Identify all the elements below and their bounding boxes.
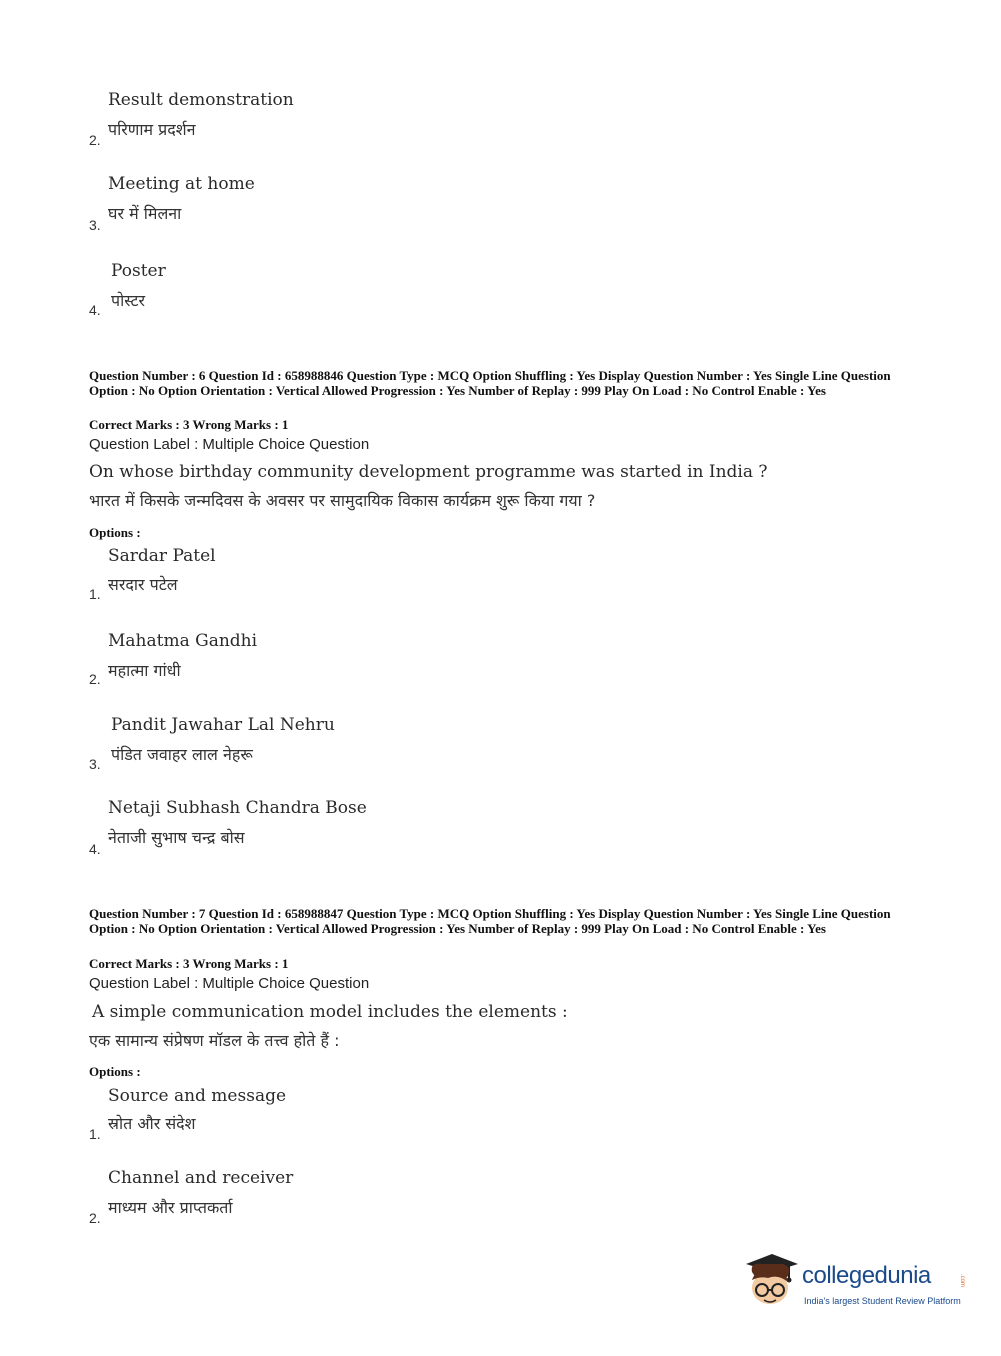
option-text-hi: सरदार पटेल — [108, 575, 178, 594]
option-text-hi: माध्यम और प्राप्तकर्ता — [108, 1198, 233, 1217]
option-text-hi: स्रोत और संदेश — [108, 1114, 196, 1133]
option-text-en: Sardar Patel — [108, 546, 216, 566]
question-marks: Correct Marks : 3 Wrong Marks : 1 — [89, 417, 289, 432]
collegedunia-logo[interactable] — [742, 1250, 972, 1310]
option-text-en: Pandit Jawahar Lal Nehru — [111, 715, 335, 735]
question-text-en: A simple communication model includes the elements : — [92, 1002, 568, 1022]
logo-wordmark: collegedunia — [802, 1262, 931, 1289]
option-text-hi: नेताजी सुभाष चन्द्र बोस — [108, 828, 245, 847]
options-label: Options : — [89, 1064, 141, 1079]
logo-suffix: .com — [959, 1274, 965, 1288]
question-meta: Question Number : 7 Question Id : 658988847 Question Type : MCQ Option Shuffling : Yes Display Question Number : Yes Single Line Question Option : No Option Orientation : Vertical Allowed Progression : Yes Number of Replay : 999 Play On Load : No Control Enable : Yes — [89, 906, 891, 936]
option-number: 3. — [89, 217, 101, 233]
question-text-en: On whose birthday community development programme was started in India ? — [89, 462, 768, 482]
option-number: 2. — [89, 671, 101, 687]
option-text-en: Netaji Subhash Chandra Bose — [108, 798, 367, 818]
option-text-en: Meeting at home — [108, 174, 255, 194]
option-number: 1. — [89, 586, 101, 602]
option-number: 2. — [89, 1210, 101, 1226]
question-label: Question Label : Multiple Choice Question — [89, 975, 370, 992]
option-number: 3. — [89, 756, 101, 772]
option-number: 4. — [89, 841, 101, 857]
option-text-hi: महात्मा गांधी — [108, 661, 181, 680]
option-text-en: Result demonstration — [108, 90, 294, 110]
student-mascot-icon — [742, 1250, 802, 1310]
options-label: Options : — [89, 525, 141, 540]
option-text-hi: घर में मिलना — [108, 204, 182, 223]
question-text-hi: भारत में किसके जन्मदिवस के अवसर पर सामुदायिक विकास कार्यक्रम शुरू किया गया ? — [89, 491, 596, 510]
question-marks: Correct Marks : 3 Wrong Marks : 1 — [89, 956, 289, 971]
option-text-hi: पोस्टर — [111, 291, 146, 310]
option-text-en: Source and message — [108, 1086, 287, 1106]
option-number: 4. — [89, 302, 101, 318]
option-text-en: Poster — [111, 261, 166, 281]
question-meta: Question Number : 6 Question Id : 658988846 Question Type : MCQ Option Shuffling : Yes Display Question Number : Yes Single Line Question Option : No Option Orientation : Vertical Allowed Progression : Yes Number of Replay : 999 Play On Load : No Control Enable : Yes — [89, 368, 891, 398]
option-text-en: Mahatma Gandhi — [108, 631, 258, 651]
option-text-hi: पंडित जवाहर लाल नेहरू — [111, 745, 253, 764]
logo-tagline: India's largest Student Review Platform — [804, 1296, 961, 1306]
option-number: 2. — [89, 132, 101, 148]
question-label: Question Label : Multiple Choice Question — [89, 436, 370, 453]
option-text-hi: परिणाम प्रदर्शन — [108, 120, 196, 139]
option-text-en: Channel and receiver — [108, 1168, 294, 1188]
option-number: 1. — [89, 1126, 101, 1142]
question-text-hi: एक सामान्य संप्रेषण मॉडल के तत्त्व होते हैं : — [89, 1031, 340, 1050]
